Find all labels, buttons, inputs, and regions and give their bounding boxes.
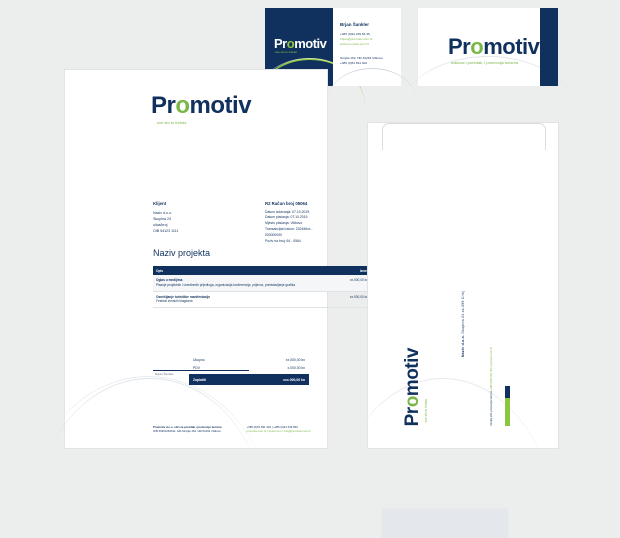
signature-label: Bojan Šankler	[155, 372, 174, 376]
wide-card-logo: Promotiv	[448, 34, 540, 59]
footer-left-line-1: Promotiv d.o.o. obrt za poredak i promociju turizma	[153, 424, 222, 429]
envelope-footer-line-2: +385 (0)51 691 402 | promotiv.com.hr	[490, 347, 493, 391]
envelope-address-city: xx-399 Crikj	[461, 291, 465, 313]
invoice-table	[153, 266, 371, 308]
recipient-line-1: Naziv d.o.o.	[153, 210, 172, 215]
invoice-meta-line-3: Mjesto plaćanja: Viškovo	[265, 221, 303, 226]
row-item-name: Oglas u medijima	[156, 278, 183, 282]
row-item-desc: Pisanje projektnih i izvedbenih prijedloga, organizacija konferencija, prijevoz, predstavljanje grafika	[156, 282, 296, 287]
letterhead-logo: Promotiv	[151, 92, 252, 119]
table-row	[153, 275, 371, 291]
signature-line	[153, 370, 249, 371]
total-vat-value: x.000,00 kn	[287, 366, 305, 370]
contact-email: bojan@promotiv.com.hr	[340, 36, 373, 41]
wide-brand-card	[418, 8, 558, 86]
footer-right-line-1: +385 (0)51 691 402 | +385 (0)91 239 566	[246, 424, 298, 429]
navy-edge-bar	[540, 8, 558, 86]
swoosh-decor-inner	[35, 378, 265, 518]
row-description-cell	[153, 275, 340, 291]
address-line-1: Strojila 162, HR-51264 Viškovo	[340, 56, 383, 60]
invoice-number-title: R2 Račun broj 05064	[265, 201, 308, 206]
envelope-tagline: sve sto tu trebas	[424, 398, 428, 422]
footer-right-line-2: promotiv.com.hr | bojan.com | info@promotiv.com.hr	[246, 429, 311, 434]
column-header-amount: Iznos	[340, 266, 371, 275]
row-item-desc: Festival zimskih blagdana	[156, 299, 193, 304]
swoosh-decor	[328, 378, 558, 538]
table-header-row	[153, 266, 371, 275]
envelope-address-name: Naziv d.o.o.	[461, 334, 465, 358]
envelope-address-street: Skupina 24	[461, 313, 465, 334]
address-line-2: +385 (0)51 691 402	[340, 60, 368, 65]
invoice-meta-line-2: Datum plaćanja: 07.10.2019.	[265, 215, 309, 220]
row-amount-cell: xx.000,00 kn	[340, 291, 371, 308]
total-vat-label: PDV	[193, 366, 200, 370]
envelope-flap	[368, 123, 558, 149]
invoice-meta-line-1: Datum izdavanja: 07.10.2019.	[265, 209, 311, 214]
invoice-meta-block	[265, 200, 327, 245]
contact-website: www.promotiv.com.hr	[340, 41, 370, 46]
letterhead-tagline: sve sto tu trebas	[157, 120, 187, 125]
row-amount-cell: xx.000,00 kn	[340, 275, 371, 291]
letterhead-footer-left	[153, 425, 222, 435]
grand-total-label: Zaplatiti	[193, 377, 206, 382]
row-description-cell	[153, 291, 340, 308]
envelope-address	[460, 291, 466, 357]
letterhead-invoice	[65, 70, 368, 448]
wide-card-tagline: izdavac i poredak, i promocija turizma	[451, 60, 518, 65]
contact-name: Brjan Šankler	[340, 22, 370, 27]
card-front-logo: Promotiv	[274, 36, 327, 51]
row-item-name: Osmišljanje turističke manifestacije	[156, 294, 211, 299]
business-card-back	[333, 8, 401, 86]
total-subtotal-label: Ukupno	[193, 358, 205, 362]
envelope-logo: Promotiv	[402, 347, 423, 426]
envelope-footer-line-1: Strojila 162, promocija turizma	[490, 391, 493, 426]
recipient-line-3: ulica/broj	[153, 223, 168, 228]
invoice-meta-line-5: Poziv na broj: 64 - 0564	[265, 239, 301, 244]
recipient-title: Klijent	[153, 201, 167, 206]
total-subtotal-value: xx.000,00 kn	[285, 358, 305, 362]
footer-left-line-2: OIB 59461262611, HR-Strojila 162, HR-51264 Viškovo	[153, 429, 221, 434]
navy-accent-bar	[505, 386, 510, 398]
recipient-line-4: OIB 54123 1111	[153, 229, 179, 234]
contact-lines	[340, 32, 373, 46]
envelope	[368, 123, 558, 448]
total-subtotal-row	[189, 356, 309, 364]
invoice-meta-line-4: Transakcijski račun: 232456xx - 000000000	[265, 227, 313, 238]
recipient-block	[153, 200, 178, 235]
grand-total-value: xxx.000,00 kn	[283, 377, 305, 382]
project-title: Naziv projekta	[153, 248, 211, 258]
card-front-tagline: sve sto tu trebas	[275, 50, 298, 54]
grand-total-row	[189, 374, 309, 385]
table-row	[153, 291, 371, 308]
green-accent-bar	[505, 398, 510, 426]
envelope-footer	[490, 347, 495, 426]
contact-address	[340, 56, 383, 66]
recipient-line-2: Skupina 24	[153, 216, 171, 221]
letterhead-footer-right	[247, 425, 312, 435]
contact-phone: +385 (0)91 239 56 45	[340, 32, 370, 36]
column-header-description: Opis	[153, 266, 340, 275]
